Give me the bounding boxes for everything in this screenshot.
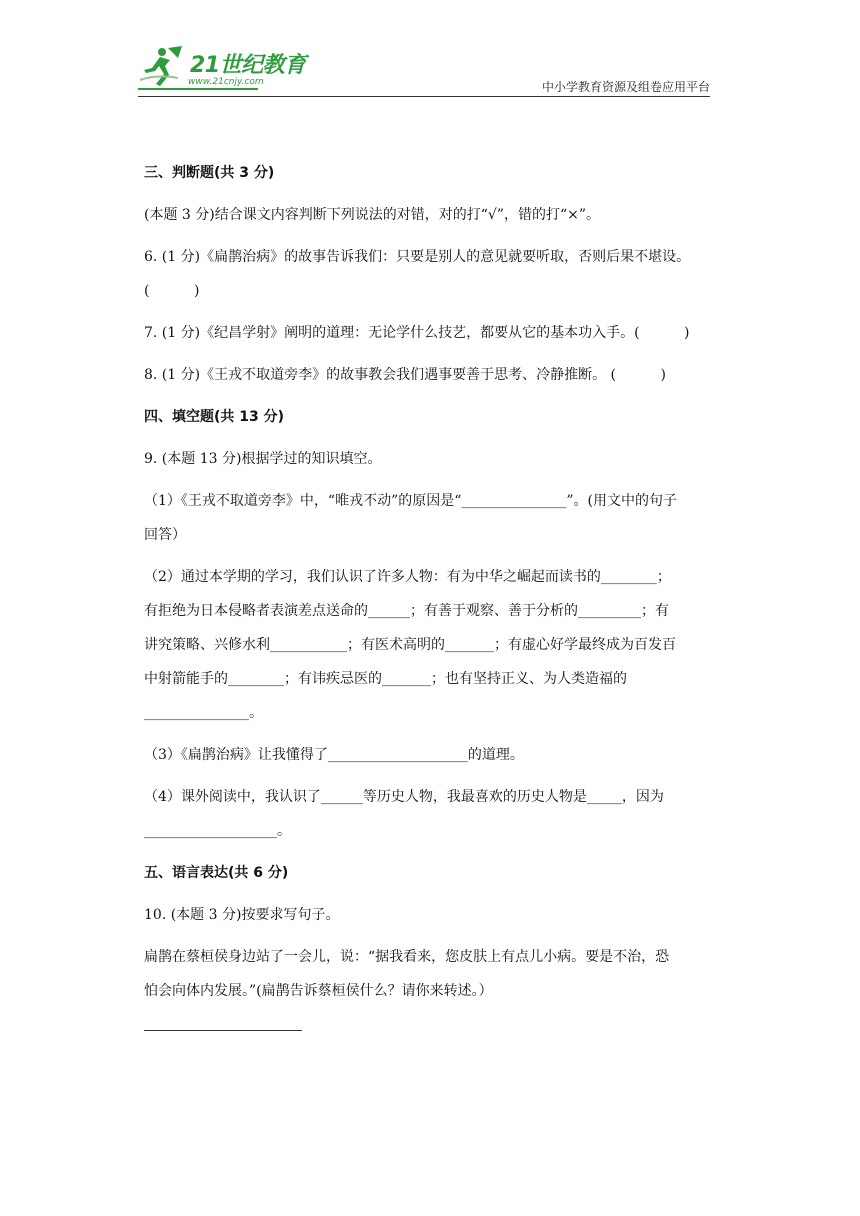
question-6-line-1: 6. (1 分)《扁鹊治病》的故事告诉我们：只要是别人的意见就要听取，否则后果不堪设。 bbox=[144, 249, 691, 265]
section-three-intro: (本题 3 分)结合课文内容判断下列说法的对错，对的打“√”，错的打“×”。 bbox=[144, 207, 601, 223]
document-body bbox=[144, 156, 720, 1031]
platform-name: 中小学教育资源及组卷应用平台 bbox=[541, 80, 710, 94]
question-9-part-4-line-2: ___________________。 bbox=[144, 823, 291, 839]
page-header bbox=[138, 42, 710, 98]
section-three-heading: 三、判断题(共 3 分) bbox=[144, 165, 275, 181]
logo-url: www.21cnjy.com bbox=[188, 77, 264, 87]
runner-logo-icon bbox=[138, 44, 194, 88]
logo-underline bbox=[138, 88, 258, 90]
question-6-line-2: ( ) bbox=[144, 283, 200, 299]
section-five-heading: 五、语言表达(共 6 分) bbox=[144, 865, 289, 881]
section-four-heading: 四、填空题(共 13 分) bbox=[144, 409, 285, 425]
question-7: 7. (1 分)《纪昌学射》阐明的道理：无论学什么技艺，都要从它的基本功入手。( ) bbox=[144, 325, 690, 341]
question-9-part-1-line-1: （1）《王戎不取道旁李》中，“唯戎不动”的原因是“_______________”。(用文中的句子 bbox=[144, 493, 677, 509]
question-9-part-2-line-4: 中射箭能手的________；有讳疾忌医的_______；也有坚持正义、为人类造福的 bbox=[144, 671, 627, 687]
logo-title: 21世纪教育 bbox=[190, 53, 306, 78]
question-10-passage-line-2: 怕会向体内发展。”(扁鹊告诉蔡桓侯什么？请你来转述。） bbox=[144, 983, 493, 999]
logo bbox=[138, 42, 318, 94]
question-9-part-2-line-2: 有拒绝为日本侵略者表演差点送命的______；有善于观察、善于分析的_________；有 bbox=[144, 603, 669, 619]
question-8: 8. (1 分)《王戎不取道旁李》的故事教会我们遇事要善于思考、冷静推断。 ( ) bbox=[144, 367, 666, 383]
question-9: 9. (本题 13 分)根据学过的知识填空。 bbox=[144, 451, 382, 467]
question-10-passage-line-1: 扁鹊在蔡桓侯身边站了一会儿，说：“据我看来，您皮肤上有点儿小病。要是不治，恐 bbox=[144, 949, 670, 965]
question-9-part-4-line-1: （4）课外阅读中，我认识了______等历史人物，我最喜欢的历史人物是_____，因为 bbox=[144, 789, 664, 805]
question-9-part-2-line-1: （2）通过本学期的学习，我们认识了许多人物：有为中华之崛起而读书的________； bbox=[144, 569, 671, 585]
question-9-part-2-line-5: _______________。 bbox=[144, 705, 263, 721]
question-9-part-2-line-3: 讲究策略、兴修水利___________；有医术高明的_______；有虚心好学最终成为百发百 bbox=[144, 637, 676, 653]
question-10: 10. (本题 3 分)按要求写句子。 bbox=[144, 907, 340, 923]
answer-line bbox=[144, 1030, 302, 1031]
header-divider bbox=[138, 96, 710, 97]
question-9-part-1-line-2: 回答） bbox=[144, 527, 186, 543]
question-9-part-3: （3）《扁鹊治病》让我懂得了____________________的道理。 bbox=[144, 747, 524, 763]
